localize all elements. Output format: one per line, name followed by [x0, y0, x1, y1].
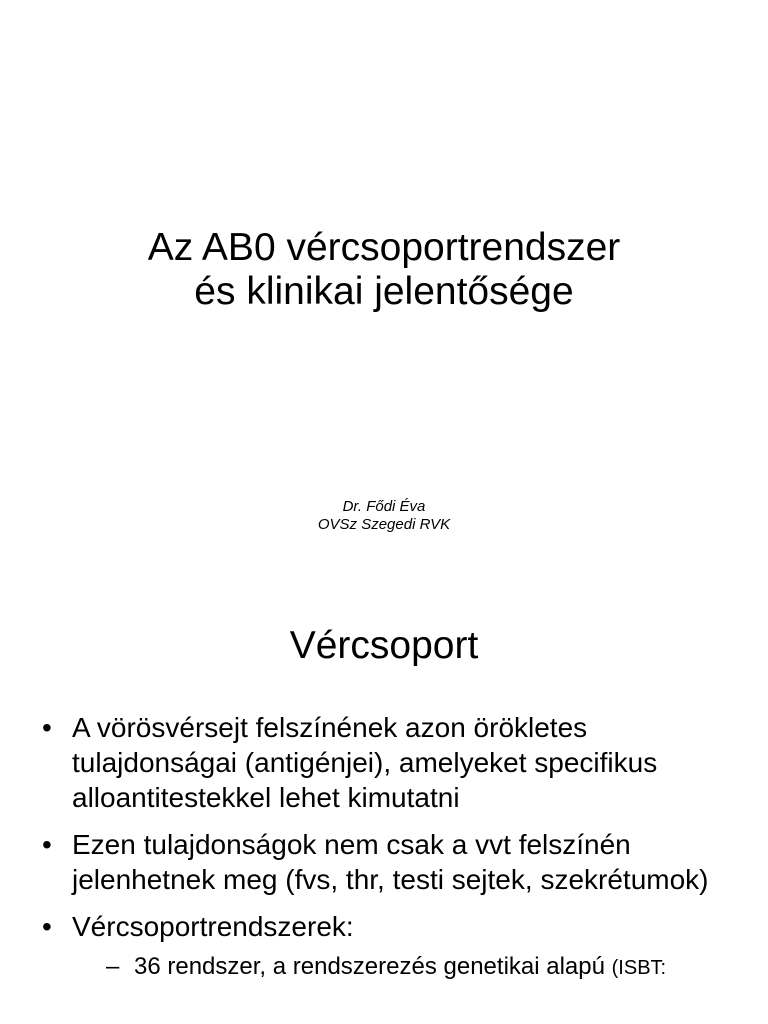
bullet-text: Ezen tulajdonságok nem csak a vvt felszínén jelenhetnek meg (fvs, thr, testi sejtek, szekrétumok) — [72, 829, 709, 895]
bullet-marker: • — [42, 829, 52, 860]
bullet-item — [42, 909, 742, 983]
sub-bullet-text: 36 rendszer, a rendszerezés genetikai alapú — [134, 953, 605, 980]
slide-title-line-1: Az AB0 vércsoportrendszer — [147, 226, 621, 269]
slide-title-line-2: és klinikai jelentősége — [194, 270, 574, 313]
bullet-item — [42, 827, 742, 897]
sub-bullet-marker: – — [106, 953, 120, 980]
bullet-list — [42, 710, 742, 995]
author-name: Dr. Fődi Éva — [342, 498, 426, 515]
slide-title — [0, 226, 768, 314]
bullet-item — [42, 710, 742, 815]
sub-bullet-note: (ISBT: — [611, 957, 667, 979]
bullet-text: A vörösvérsejt felszínének azon örökletes tulajdonságai (antigénjei), amelyeket specifikus alloantitestekkel lehet kimutatni — [72, 712, 658, 813]
section-title: Vércsoport — [289, 624, 479, 667]
author-block — [0, 498, 768, 534]
author-affiliation: OVSz Szegedi RVK — [317, 516, 451, 533]
bullet-marker: • — [42, 911, 52, 942]
bullet-marker: • — [42, 712, 52, 743]
sub-bullet-item — [72, 952, 742, 983]
bullet-text: Vércsoportrendszerek: — [72, 911, 354, 942]
